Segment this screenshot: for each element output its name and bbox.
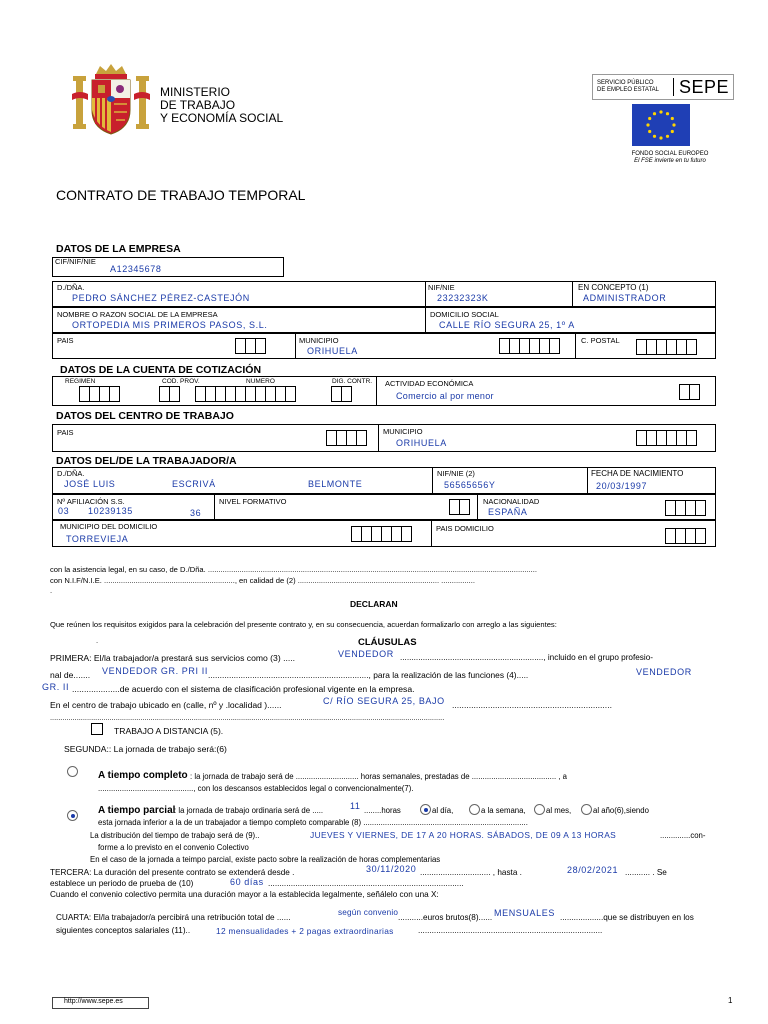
municipio-cells[interactable] (500, 338, 560, 354)
ministry-line-1: MINISTERIO (160, 85, 231, 99)
horas-suffix: ........horas (364, 806, 401, 815)
nacionalidad-label: NACIONALIDAD (483, 497, 540, 506)
periodo-mes-radio[interactable] (534, 804, 545, 815)
birth-value[interactable]: 20/03/1997 (596, 481, 648, 491)
cuarta-text-3: ...................que se distribuyen en los (560, 913, 694, 922)
empresa-nif-value[interactable]: 23232323K (437, 293, 489, 303)
periodo-mes-label: al mes, (546, 806, 572, 815)
afiliacion-prov[interactable]: 03 (58, 506, 70, 516)
tercera-text-3: ........... . Se (625, 868, 667, 877)
nacionalidad-value[interactable]: ESPAÑA (488, 507, 528, 517)
codprov-cells[interactable] (160, 386, 180, 402)
tercera-text-2: ............................... , hasta . (420, 868, 522, 877)
empresa-nif-label: NIF/NIE (428, 283, 455, 292)
tiempo-completo-text-2: ............................................, con los descansos establecidos legal o convencionalmente(7). (98, 784, 414, 793)
section-empresa-title: DATOS DE LA EMPRESA (56, 243, 181, 255)
numero-label: NUMERO (246, 378, 275, 385)
footer-url[interactable]: http://www.sepe.es (64, 998, 123, 1005)
fse-line-2: El FSE invierte en tu futuro (634, 158, 706, 164)
conceptos-text: siguientes conceptos salariales (11).. (56, 926, 191, 935)
gr-ii-value[interactable]: GR. II (42, 682, 70, 692)
inferior-text: esta jornada inferior a la de un trabajador a tiempo completo comparable (8) ............................................................................ (98, 818, 528, 827)
centro-ubicado-value[interactable]: C/ RÍO SEGURA 25, BAJO (323, 696, 445, 706)
conforme-text: forme a lo previsto en el convenio Colectivo (98, 843, 249, 852)
tercera-text: TERCERA: La duración del presente contrato se extenderá desde . (50, 868, 295, 877)
trabajador-first-name[interactable]: JOSÉ LUIS (64, 479, 116, 489)
asistencia-line: con la asistencia legal, en su caso, de D./Dña. ............................................................................................................................................................ (50, 565, 537, 574)
distribucion-text: La distribución del tiempo de trabajo será de (9).. (90, 831, 260, 840)
tiempo-completo-radio[interactable] (67, 766, 78, 777)
nal-de-text: nal de....... (50, 670, 91, 680)
prueba-text: establece un periodo de prueba de (10) (50, 879, 194, 888)
grupo-value[interactable]: VENDEDOR GR. PRI II (102, 666, 208, 676)
regimen-cells[interactable] (80, 386, 120, 402)
primera-text: PRIMERA: El/la trabajador/a prestará sus servicios como (3) ..... (50, 653, 296, 663)
actividad-cells[interactable] (680, 384, 700, 400)
cpostal-label: C. POSTAL (581, 336, 620, 345)
conceptos-value[interactable]: 12 mensualidades + 2 pagas extraordinarias (216, 926, 394, 936)
page-number: 1 (728, 996, 733, 1005)
cuarta-text-2: ...........euros brutos(8)...... (398, 913, 493, 922)
afiliacion-num[interactable]: 10239135 (88, 506, 133, 516)
trabajador-nif-label: NIF/NIE (2) (437, 469, 475, 478)
dot-line: . (50, 586, 53, 595)
empresa-name-label: D./DÑA. (57, 283, 85, 292)
horas-value[interactable]: 11 (350, 801, 361, 811)
sepe-brand: SEPE (679, 77, 730, 97)
desde-value[interactable]: 30/11/2020 (366, 864, 417, 874)
trabajo-distancia-label: TRABAJO A DISTANCIA (5). (114, 726, 224, 736)
municipio-label: MUNICIPIO (299, 336, 339, 345)
actividad-value[interactable]: Comercio al por menor (396, 391, 494, 401)
domicilio-value[interactable]: CALLE RÍO SEGURA 25, 1º A (439, 320, 575, 330)
ministry-line-3: Y ECONOMÍA SOCIAL (160, 111, 284, 125)
periodo-semana-label: a la semana, (481, 806, 526, 815)
document-title: CONTRATO DE TRABAJO TEMPORAL (56, 187, 306, 203)
tiempo-completo-title: A tiempo completo (98, 770, 188, 781)
ministry-name (160, 86, 283, 125)
razon-value[interactable]: ORTOPEDIA MIS PRIMEROS PASOS, S.L. (72, 320, 268, 330)
periodo-dia-label: al día, (432, 806, 454, 815)
nivel-label: NIVEL FORMATIVO (219, 497, 287, 506)
distribucion-value[interactable]: JUEVES Y VIERNES, DE 17 A 20 HORAS. SÁBADOS, DE 09 A 13 HORAS (310, 830, 617, 840)
prueba-value[interactable]: 60 días (230, 877, 264, 887)
domicilio-label: DOMICILIO SOCIAL (430, 310, 499, 319)
complementarias-text: En el caso de la jornada a teimpo parcial, existe pacto sobre la realización de horas complementarias (90, 855, 441, 864)
segunda-text: SEGUNDA:: La jornada de trabajo será:(6) (64, 744, 227, 754)
centro-municipio-label: MUNICIPIO (383, 427, 423, 436)
nivel-cells[interactable] (450, 499, 470, 515)
periodo-anio-radio[interactable] (581, 804, 592, 815)
cpostal-cells[interactable] (637, 339, 697, 355)
regimen-label: REGIMEN (65, 378, 96, 385)
ministry-line-2: DE TRABAJO (160, 98, 236, 112)
primera-text-2: ..............................................................., incluido en el grupo profesio- (400, 653, 653, 662)
periodo-semana-radio[interactable] (469, 804, 480, 815)
fse-line-1: FONDO SOCIAL EUROPEO (631, 151, 709, 157)
centro-municipio-value[interactable]: ORIHUELA (396, 438, 447, 448)
afiliacion-dig[interactable]: 36 (190, 508, 202, 518)
centro-municipio-cells[interactable] (637, 430, 697, 446)
actividad-label: ACTIVIDAD ECONÓMICA (385, 379, 474, 388)
prueba-text-2: ...................................................................................... (268, 879, 464, 888)
dig-cells[interactable] (332, 386, 352, 402)
empresa-name-value[interactable]: PEDRO SÁNCHEZ PÉREZ-CASTEJÓN (72, 293, 250, 303)
pais-domicilio-label: PAIS DOMICILIO (436, 524, 494, 533)
periodo-dia-radio[interactable] (420, 804, 431, 815)
reunen-line: Que reúnen los requisitos exigidos para la celebración del presente contrato y, en su consecuencia, acuerdan formalizarlo con arreglo a las siguientes: (50, 620, 557, 629)
municipio-domicilio-value[interactable]: TORREVIEJA (66, 534, 129, 544)
razon-label: NOMBRE O RAZON SOCIAL DE LA EMPRESA (57, 310, 218, 319)
pais-cells[interactable] (236, 338, 266, 354)
pais-label: PAIS (57, 336, 74, 345)
cif-value: A12345678 (110, 264, 162, 274)
municipio-domicilio-cells[interactable] (352, 526, 412, 542)
sepe-service-line-2: DE EMPLEO ESTATAL (597, 87, 660, 93)
dig-label: DIG. CONTR. (332, 378, 373, 385)
trabajador-name-label: D./DÑA. (57, 469, 85, 478)
municipio-domicilio-label: MUNICIPIO DEL DOMICILIO (60, 522, 158, 531)
centro-ubicado-text-2: ................................................................... (452, 700, 612, 710)
concepto-label: EN CONCEPTO (1) (578, 283, 649, 292)
centro-pais-label: PAIS (57, 428, 74, 437)
cuarta-text: CUARTA: El/la trabajador/a percibirá una retribución total de ...... (56, 913, 291, 922)
distribucion-text-2: ..............con- (660, 831, 706, 840)
concepto-value[interactable]: ADMINISTRADOR (583, 293, 667, 303)
centro-dots-line: ................................................................................................................................................................................................ (50, 713, 445, 722)
centro-pais-cells[interactable] (327, 430, 367, 446)
spain-coat-of-arms-icon (70, 64, 152, 138)
retribucion-value[interactable]: según convenio (338, 908, 399, 917)
section-cotizacion-title: DATOS DE LA CUENTA DE COTIZACIÓN (60, 364, 262, 376)
section-trabajador-title: DATOS DEL/DE LA TRABAJADOR/A (56, 455, 237, 467)
trabajo-distancia-checkbox[interactable] (91, 723, 103, 735)
afiliacion-label: Nº AFILIACIÓN S.S. (57, 497, 125, 506)
trabajador-surname-2[interactable]: BELMONTE (308, 479, 363, 489)
section-centro-title: DATOS DEL CENTRO DE TRABAJO (56, 410, 234, 422)
conceptos-text-2: ................................................................................. (418, 926, 603, 935)
tiempo-completo-text: : la jornada de trabajo será de ............................. horas semanales, prestadas de ....................................... , a (190, 772, 568, 781)
clausulas-heading: CLÁUSULAS (358, 637, 417, 648)
declaran-heading: DECLARAN (350, 599, 398, 609)
municipio-value[interactable]: ORIHUELA (307, 346, 358, 356)
periodo-anio-label: al año(6),siendo (593, 806, 649, 815)
numero-cells[interactable] (196, 386, 296, 402)
sepe-logo (592, 74, 734, 100)
codprov-label: COD. PROV. (162, 378, 200, 385)
trabajador-surname-1[interactable]: ESCRIVÁ (172, 479, 216, 489)
nacionalidad-cells[interactable] (666, 500, 706, 516)
vendedor-value[interactable]: VENDEDOR (338, 649, 394, 659)
birth-label: FECHA DE NACIMIENTO (591, 469, 684, 478)
tiempo-parcial-radio[interactable] (67, 810, 78, 821)
periodo-pago-value[interactable]: MENSUALES (494, 908, 555, 918)
tiempo-parcial-text: : la jornada de trabajo ordinaria será de ..... (174, 806, 324, 815)
pais-domicilio-cells[interactable] (666, 528, 706, 544)
convenio-text: Cuando el convenio colectivo permita una duración mayor a la establecida legalmente, señálelo con una X: (50, 890, 439, 899)
acuerdo-text: ....................de acuerdo con el sistema de clasificación profesional vigente en la empresa. (72, 684, 415, 694)
tiempo-parcial-title: A tiempo parcial (98, 805, 176, 816)
trabajador-nif-value[interactable]: 56565656Y (444, 480, 496, 490)
centro-ubicado-text: En el centro de trabajo ubicado en (calle, nº y .localidad )...... (50, 700, 282, 710)
eu-flag-icon (632, 104, 690, 146)
hasta-value[interactable]: 28/02/2021 (567, 865, 619, 875)
nif-calidad-line: con N.I.F/N.I.E. .............................................................., en calidad de (2) ................................................................... ................ (50, 576, 475, 585)
funciones-text: ....................................................................., para la realización de las funciones (4)..... (208, 670, 529, 680)
funciones-value[interactable]: VENDEDOR (636, 667, 692, 677)
sepe-service-line-1: SERVICIO PÚBLICO (597, 80, 654, 86)
clausulas-dot: . (96, 636, 99, 645)
cif-label: CIF/NIF/NIE (55, 257, 96, 266)
